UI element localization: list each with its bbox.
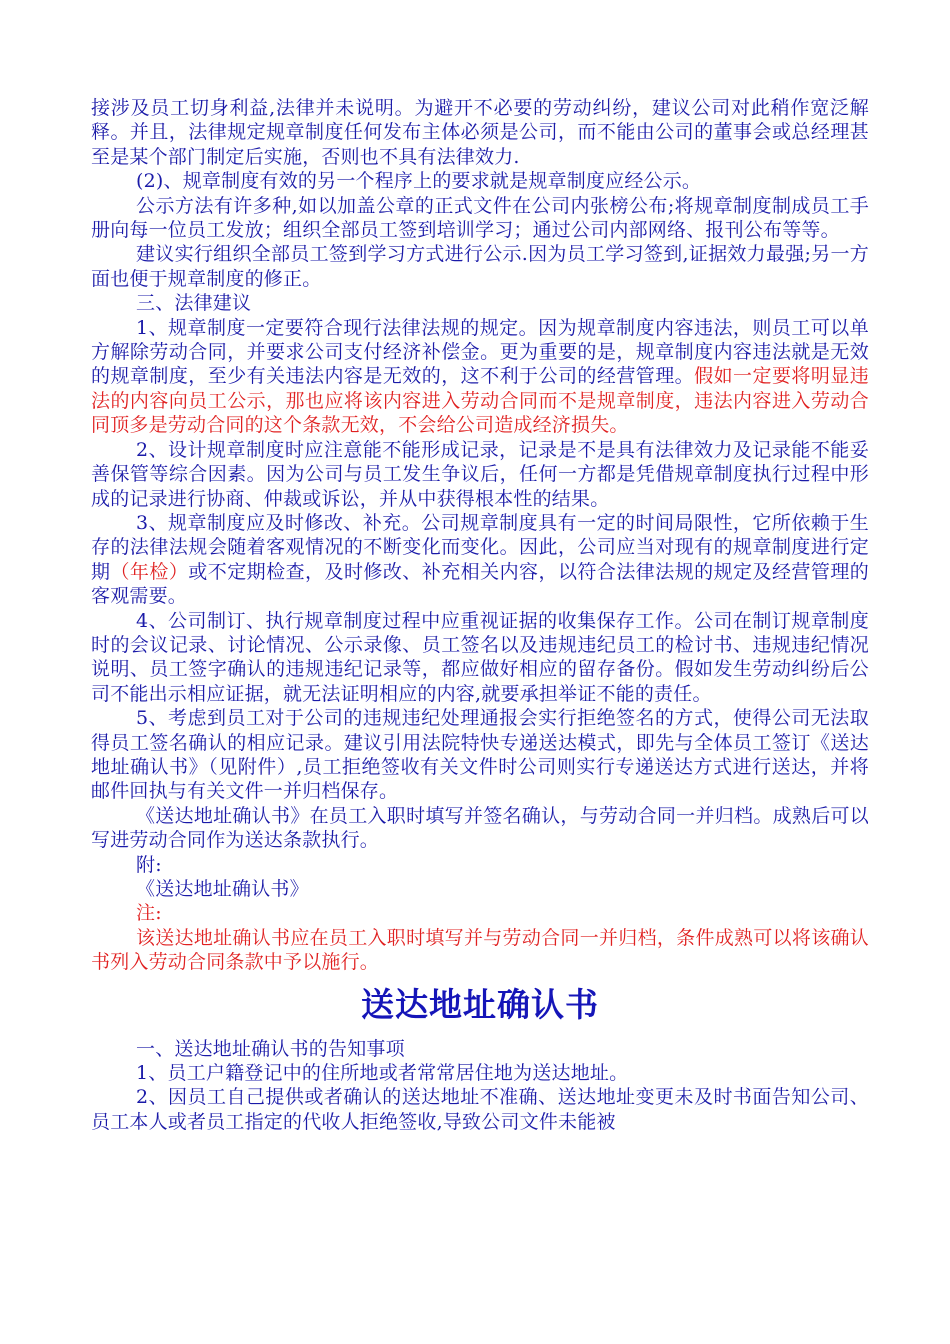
paragraph-text: 3、规章制度应及时修改、补充。公司规章制度具有一定的时间局限性，它所依赖于生存的法律法规会随着客观情况的不断变化而变化。因此，公司应当对现有的规章制度进行定期	[91, 511, 869, 583]
paragraph-p12	[91, 853, 869, 877]
body-text-bottom	[91, 1037, 869, 1135]
paragraph-text: 《送达地址确认书》	[136, 878, 309, 900]
paragraph-p7	[91, 438, 869, 511]
document-page	[91, 96, 869, 1134]
paragraph-p2	[91, 169, 869, 193]
paragraph-text: 或不定期检查，及时修改、补充相关内容，以符合法律法规的规定及经营管理的客观需要。	[91, 560, 869, 608]
paragraph-text: (2)、规章制度有效的另一个程序上的要求就是规章制度应经公示。	[136, 170, 702, 193]
paragraph-text: 三、法律建议	[136, 292, 252, 315]
paragraph-text: 一、送达地址确认书的告知事项	[136, 1037, 405, 1060]
highlighted-text: 假如一定要将明显违法的内容向员工公示，那也应将该内容进入劳动合同而不是规章制度，违法内容进入劳动合同顶多是劳动合同的这个条款无效，不会给公司造成经济损失。	[91, 365, 869, 437]
paragraph-text: 2、设计规章制度时应注意能不能形成记录，记录是不是具有法律效力及记录能不能妥善保管等综合因素。因为公司与员工发生争议后，任何一方都是凭借规章制度执行过程中形成的记录进行协商、仲裁或诉讼，并从中获得根本性的结果。	[91, 438, 869, 510]
paragraph-text: 建议实行组织全部员工签到学习方式进行公示.因为员工学习签到,证据效力最强;另一方面也便于规章制度的修正。	[91, 243, 869, 290]
paragraph-p14	[91, 901, 869, 925]
paragraph-p1	[91, 96, 869, 169]
paragraph-p11	[91, 804, 869, 853]
paragraph-p10	[91, 706, 869, 804]
paragraph-p17	[91, 1061, 869, 1085]
paragraph-p5	[91, 291, 869, 315]
paragraph-text: 4、公司制订、执行规章制度过程中应重视证据的收集保存工作。公司在制订规章制度时的会议记录、讨论情况、公示录像、员工签名以及违规违纪员工的检讨书、违规违纪情况说明、员工签字确认的违规违纪记录等，都应做好相应的留存备份。假如发生劳动纠纷后公司不能出示相应证据，就无法证明相应的内容,就要承担举证不能的责任。	[91, 609, 869, 705]
paragraph-p8	[91, 511, 869, 609]
highlighted-text: 该送达地址确认书应在员工入职时填写并与劳动合同一并归档，条件成熟可以将该确认书列入劳动合同条款中予以施行。	[91, 926, 869, 974]
paragraph-p13	[91, 877, 869, 901]
paragraph-p18	[91, 1085, 869, 1134]
paragraph-text: 1、规章制度一定要符合现行法律法规的规定。因为规章制度内容违法，则员工可以单方解除劳动合同，并要求公司支付经济补偿金。更为重要的是，规章制度内容违法就是无效的规章制度，至少有关违法内容是无效的，这不利于公司的经营管理。	[91, 316, 869, 388]
paragraph-p15	[91, 926, 869, 975]
paragraph-text: 2、因员工自己提供或者确认的送达地址不准确、送达地址变更未及时书面告知公司、员工本人或者员工指定的代收人拒绝签收,导致公司文件未能被	[91, 1086, 869, 1133]
paragraph-text: 接涉及员工切身利益,法律并未说明。为避开不必要的劳动纠纷，建议公司对此稍作宽泛解释。并且，法律规定规章制度任何发布主体必须是公司，而不能由公司的董事会或总经理甚至是某个部门制定后实施，否则也不具有法律效力.	[91, 97, 869, 168]
paragraph-text: 公示方法有许多种,如以加盖公章的正式文件在公司内张榜公布;将规章制度制成员工手册向每一位员工发放；组织全部员工签到培训学习；通过公司内部网络、报刊公布等等。	[91, 194, 869, 242]
section-heading: 送达地址确认书	[361, 984, 599, 1024]
paragraph-text: 5、考虑到员工对于公司的违规违纪处理通报会实行拒绝签名的方式，使得公司无法取得员工签名确认的相应记录。建议引用法院特快专递送达模式，即先与全体员工签订《送达地址确认书》（见附件）,员工拒绝签收有关文件时公司则实行专递送达方式进行送达，并将邮件回执与有关文件一并归档保存。	[91, 707, 869, 803]
body-text-top	[91, 96, 869, 975]
paragraph-p3	[91, 194, 869, 243]
paragraph-p6	[91, 316, 869, 438]
paragraph-text: 附:	[136, 853, 162, 876]
paragraph-p16	[91, 1037, 869, 1061]
highlighted-text: 注:	[136, 902, 162, 925]
paragraph-p4	[91, 242, 869, 291]
paragraph-text: 1、员工户籍登记中的住所地或者常常居住地为送达地址。	[136, 1062, 629, 1085]
paragraph-p9	[91, 609, 869, 707]
paragraph-text: 《送达地址确认书》在员工入职时填写并签名确认，与劳动合同一并归档。成熟后可以写进劳动合同作为送达条款执行。	[91, 804, 869, 852]
highlighted-text: （年检）	[110, 560, 189, 583]
